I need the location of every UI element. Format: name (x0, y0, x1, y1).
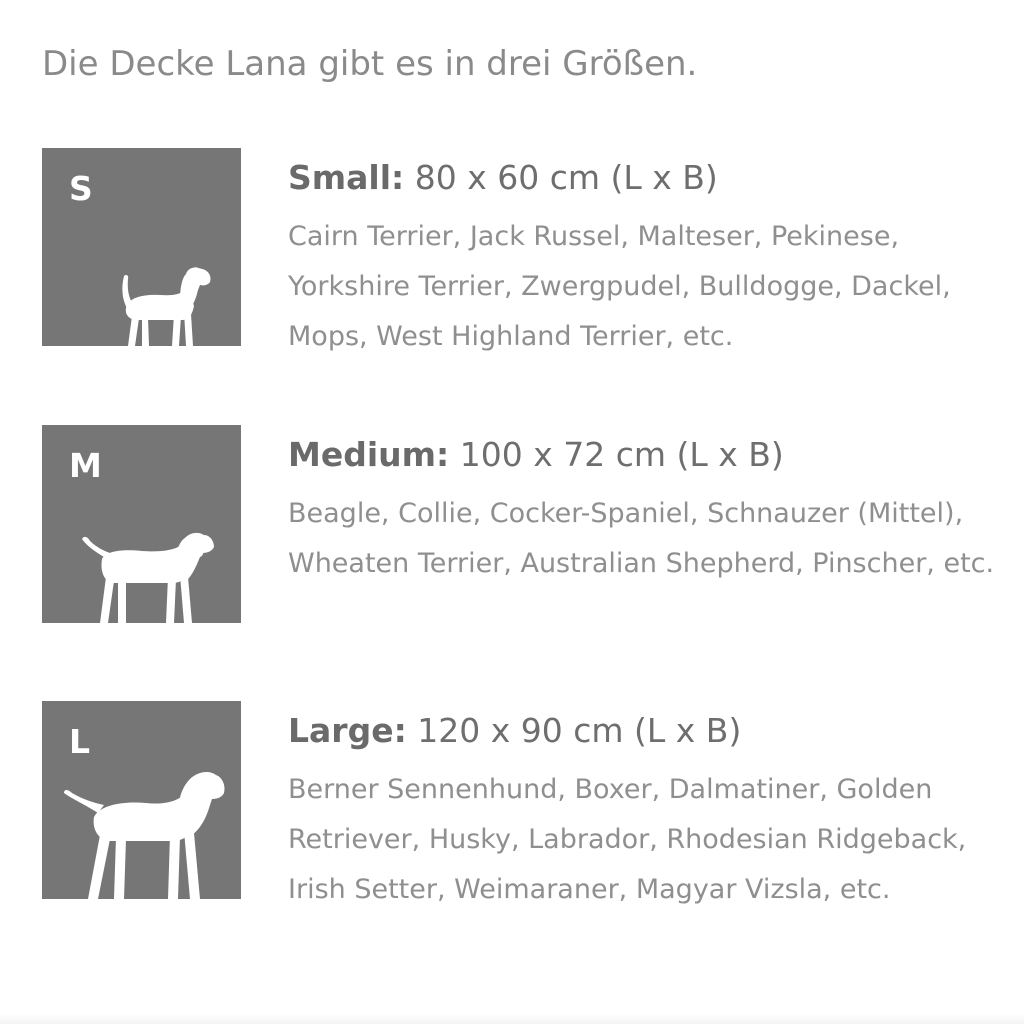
intro-text: Die Decke Lana gibt es in drei Größen. (42, 44, 698, 84)
size-medium-breeds: Beagle, Collie, Cocker-Spaniel, Schnauzer (Mittel), Wheaten Terrier, Australian Shepherd, Pinscher, etc. (288, 498, 995, 579)
size-large-letter: L (69, 722, 91, 761)
size-large-info (288, 709, 1008, 915)
size-large-name: Large: (288, 711, 407, 750)
size-medium-tile (42, 425, 241, 623)
size-small-info (288, 156, 1008, 362)
size-small-section (42, 148, 1002, 428)
size-medium-heading (288, 433, 1008, 477)
size-medium-info (288, 433, 1008, 589)
size-medium-letter: M (69, 446, 102, 485)
size-small-name: Small: (288, 158, 405, 197)
bottom-edge-divider (0, 1014, 1024, 1024)
size-large-heading (288, 709, 1008, 753)
size-small-tile (42, 148, 241, 346)
size-small-dimensions: 80 x 60 cm (L x B) (414, 158, 718, 197)
size-medium-name: Medium: (288, 435, 450, 474)
large-dog-icon (42, 701, 241, 899)
size-medium-section (42, 425, 1002, 705)
size-small-breeds: Cairn Terrier, Jack Russel, Malteser, Pekinese, Yorkshire Terrier, Zwergpudel, Bulldogge, Dackel, Mops, West Highland Terrier, etc. (288, 221, 951, 352)
size-large-section (42, 701, 1002, 981)
size-large-breeds: Berner Sennenhund, Boxer, Dalmatiner, Golden Retriever, Husky, Labrador, Rhodesian Ridgeback, Irish Setter, Weimaraner, Magyar Vizsla, etc. (288, 774, 967, 905)
size-large-dimensions: 120 x 90 cm (L x B) (417, 711, 742, 750)
size-small-letter: S (69, 169, 93, 208)
small-dog-icon (42, 148, 241, 346)
size-small-heading (288, 156, 1008, 200)
size-large-tile (42, 701, 241, 899)
size-medium-dimensions: 100 x 72 cm (L x B) (459, 435, 784, 474)
medium-dog-icon (42, 425, 241, 623)
